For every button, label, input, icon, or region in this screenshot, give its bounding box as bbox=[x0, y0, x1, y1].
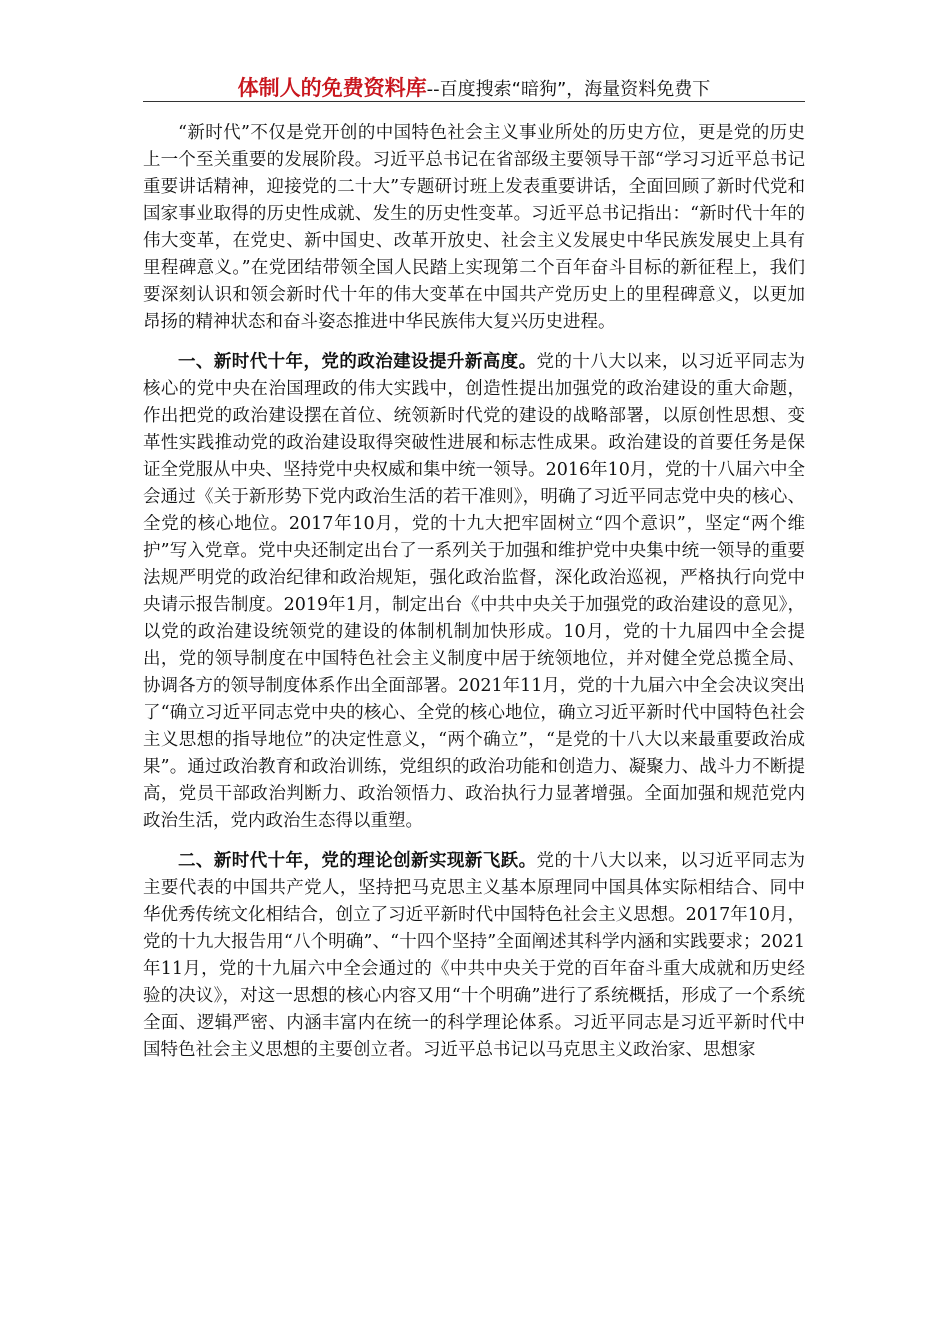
header-divider bbox=[143, 101, 805, 102]
paragraph-section-2 bbox=[143, 848, 805, 1064]
paragraph-section-1 bbox=[143, 349, 805, 835]
paragraph-text: 党的十八大以来，以习近平同志为主要代表的中国共产党人，坚持把马克思主义基本原理同中国具体实际相结合、同中华优秀传统文化相结合，创立了习近平新时代中国特色社会主义思想。2017年10月，党的十九大报告用“八个明确”、“十四个坚持”全面阐述其科学内涵和实践要求；2021年11月，党的十九届六中全会通过的《中共中央关于党的百年奋斗重大成就和历史经验的决议》，对这一思想的核心内容又用“十个明确”进行了系统概括，形成了一个系统全面、逻辑严密、内涵丰富内在统一的科学理论体系。习近平同志是习近平新时代中国特色社会主义思想的主要创立者。习近平总书记以马克思主义政治家、思想家 bbox=[143, 851, 806, 1060]
paragraph-text: “新时代”不仅是党开创的中国特色社会主义事业所处的历史方位，更是党的历史上一个至关重要的发展阶段。习近平总书记在省部级主要领导干部“学习习近平总书记重要讲话精神，迎接党的二十大”专题研讨班上发表重要讲话，全面回顾了新时代党和国家事业取得的历史性成就、发生的历史性变革。习近平总书记指出：“新时代十年的伟大变革，在党史、新中国史、改革开放史、社会主义发展史中华民族发展史上具有里程碑意义。”在党团结带领全国人民踏上实现第二个百年奋斗目标的新征程上，我们要深刻认识和领会新时代十年的伟大变革在中国共产党历史上的里程碑意义，以更加昂扬的精神状态和奋斗姿态推进中华民族伟大复兴历史进程。 bbox=[143, 123, 805, 332]
page-header bbox=[143, 72, 805, 102]
paragraph-intro bbox=[143, 120, 805, 336]
paragraph-text: 党的十八大以来，以习近平同志为核心的党中央在治国理政的伟大实践中，创造性提出加强党的政治建设的重大命题，作出把党的政治建设摆在首位、统领新时代党的建设的战略部署，以原创性思想、变革性实践推动党的政治建设取得突破性进展和标志性成果。政治建设的首要任务是保证全党服从中央、坚持党中央权威和集中统一领导。2016年10月，党的十八届六中全会通过《关于新形势下党内政治生活的若干准则》，明确了习近平同志党中央的核心、全党的核心地位。2017年10月，党的十九大把牢固树立“四个意识”，坚定“两个维护”写入党章。党中央还制定出台了一系列关于加强和维护党中央集中统一领导的重要法规严明党的政治纪律和政治规矩，强化政治监督，深化政治巡视，严格执行向党中央请示报告制度。2019年1月，制定出台《中共中央关于加强党的政治建设的意见》，以党的政治建设统领党的建设的体制机制加快形成。10月，党的十九届四中全会提出，党的领导制度在中国特色社会主义制度中居于统领地位，并对健全党总揽全局、协调各方的领导制度体系作出全面部署。2021年11月，党的十九届六中全会决议突出了“确立习近平同志党中央的核心、全党的核心地位，确立习近平新时代中国特色社会主义思想的指导地位”的决定性意义，“两个确立”，“是党的十八大以来最重要政治成果”。通过政治教育和政治训练，党组织的政治功能和创造力、凝聚力、战斗力不断提高，党员干部政治判断力、政治领悟力、政治执行力显著增强。全面加强和规范党内政治生活，党内政治生态得以重塑。 bbox=[143, 352, 806, 831]
section-heading: 一、新时代十年，党的政治建设提升新高度。 bbox=[178, 352, 537, 372]
header-tagline: --百度搜索“暗狗”，海量资料免费下 bbox=[426, 79, 711, 100]
document-body bbox=[143, 120, 805, 1077]
header-brand: 体制人的免费资料库 bbox=[237, 76, 427, 100]
section-heading: 二、新时代十年，党的理论创新实现新飞跃。 bbox=[178, 851, 537, 871]
